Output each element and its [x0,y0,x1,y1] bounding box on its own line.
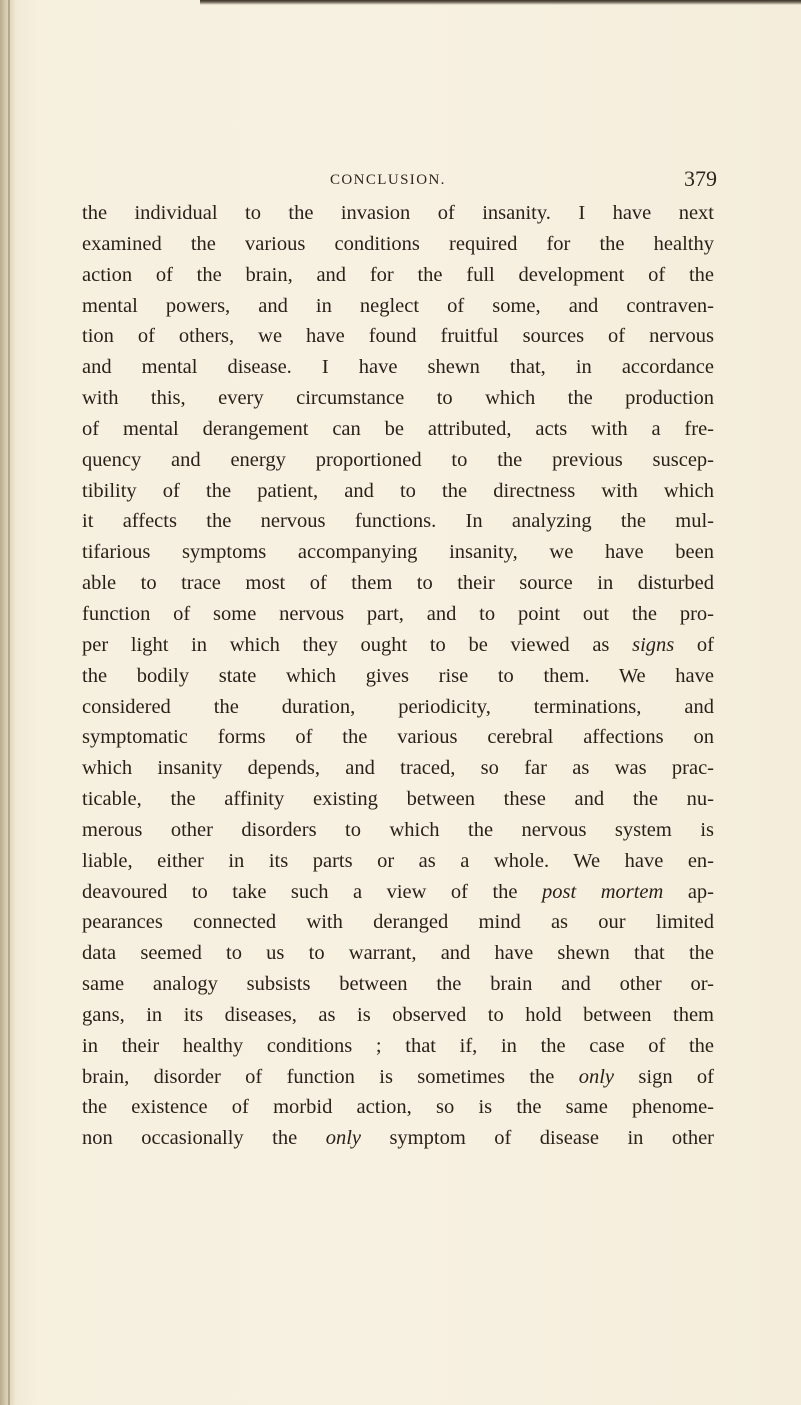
italic-emphasis: only [578,1065,615,1088]
text-line: deavoured to take such a view of the post mortem ap- [82,880,714,903]
text-line: of mental derangement can be attributed, acts with a fre- [82,417,714,440]
text-line: the bodily state which gives rise to them. We have [82,664,714,687]
text-line: considered the duration, periodicity, terminations, and [82,695,714,718]
italic-emphasis: post mortem [542,880,664,903]
italic-emphasis: only [325,1127,361,1150]
text-line: examined the various conditions required for the healthy [82,232,714,255]
text-line: data seemed to us to warrant, and have shewn that the [82,942,714,965]
text-line: liable, either in its parts or as a whole. We have en- [82,849,714,872]
text-line: with this, every circumstance to which the production [82,387,714,410]
text-line: mental powers, and in neglect of some, and contraven- [82,294,714,317]
text-line: the individual to the invasion of insanity. I have next [82,202,714,224]
text-line: tibility of the patient, and to the directness with which [82,479,714,502]
text-line: which insanity depends, and traced, so far as was prac- [82,757,714,780]
text-line: quency and energy proportioned to the previous suscep- [82,448,714,471]
text-line: and mental disease. I have shewn that, in accordance [82,356,714,379]
running-title: CONCLUSION. [330,172,446,188]
text-line: it affects the nervous functions. In analyzing the mul- [82,510,714,533]
text-line: tifarious symptoms accompanying insanity, we have been [82,541,714,564]
text-line: tion of others, we have found fruitful sources of nervous [82,325,714,348]
text-line: in their healthy conditions ; that if, in the case of the [82,1034,714,1057]
italic-emphasis: signs [632,633,675,656]
page-top-edge [200,0,801,5]
text-line: ticable, the affinity existing between these and the nu- [82,788,714,811]
text-line: the existence of morbid action, so is the same phenome- [82,1096,714,1119]
body-paragraph [82,198,714,1154]
text-line: non occasionally the only symptom of disease in other [82,1127,715,1150]
text-line: per light in which they ought to be viewed as signs of [82,633,714,656]
text-line: able to trace most of them to their source in disturbed [82,572,714,595]
page-gutter-edge [8,0,10,1405]
text-line: pearances connected with deranged mind as our limited [82,911,714,934]
text-line: symptomatic forms of the various cerebral affections on [82,726,714,749]
page-number: 379 [684,166,717,191]
text-line: merous other disorders to which the nervous system is [82,818,714,841]
text-line: brain, disorder of function is sometimes the only sign of [82,1065,714,1088]
text-line: action of the brain, and for the full development of the [82,263,714,286]
running-head [0,164,801,196]
text-line: gans, in its diseases, as is observed to hold between them [82,1003,714,1026]
text-line: function of some nervous part, and to point out the pro- [82,602,714,625]
text-line: same analogy subsists between the brain and other or- [82,973,714,996]
